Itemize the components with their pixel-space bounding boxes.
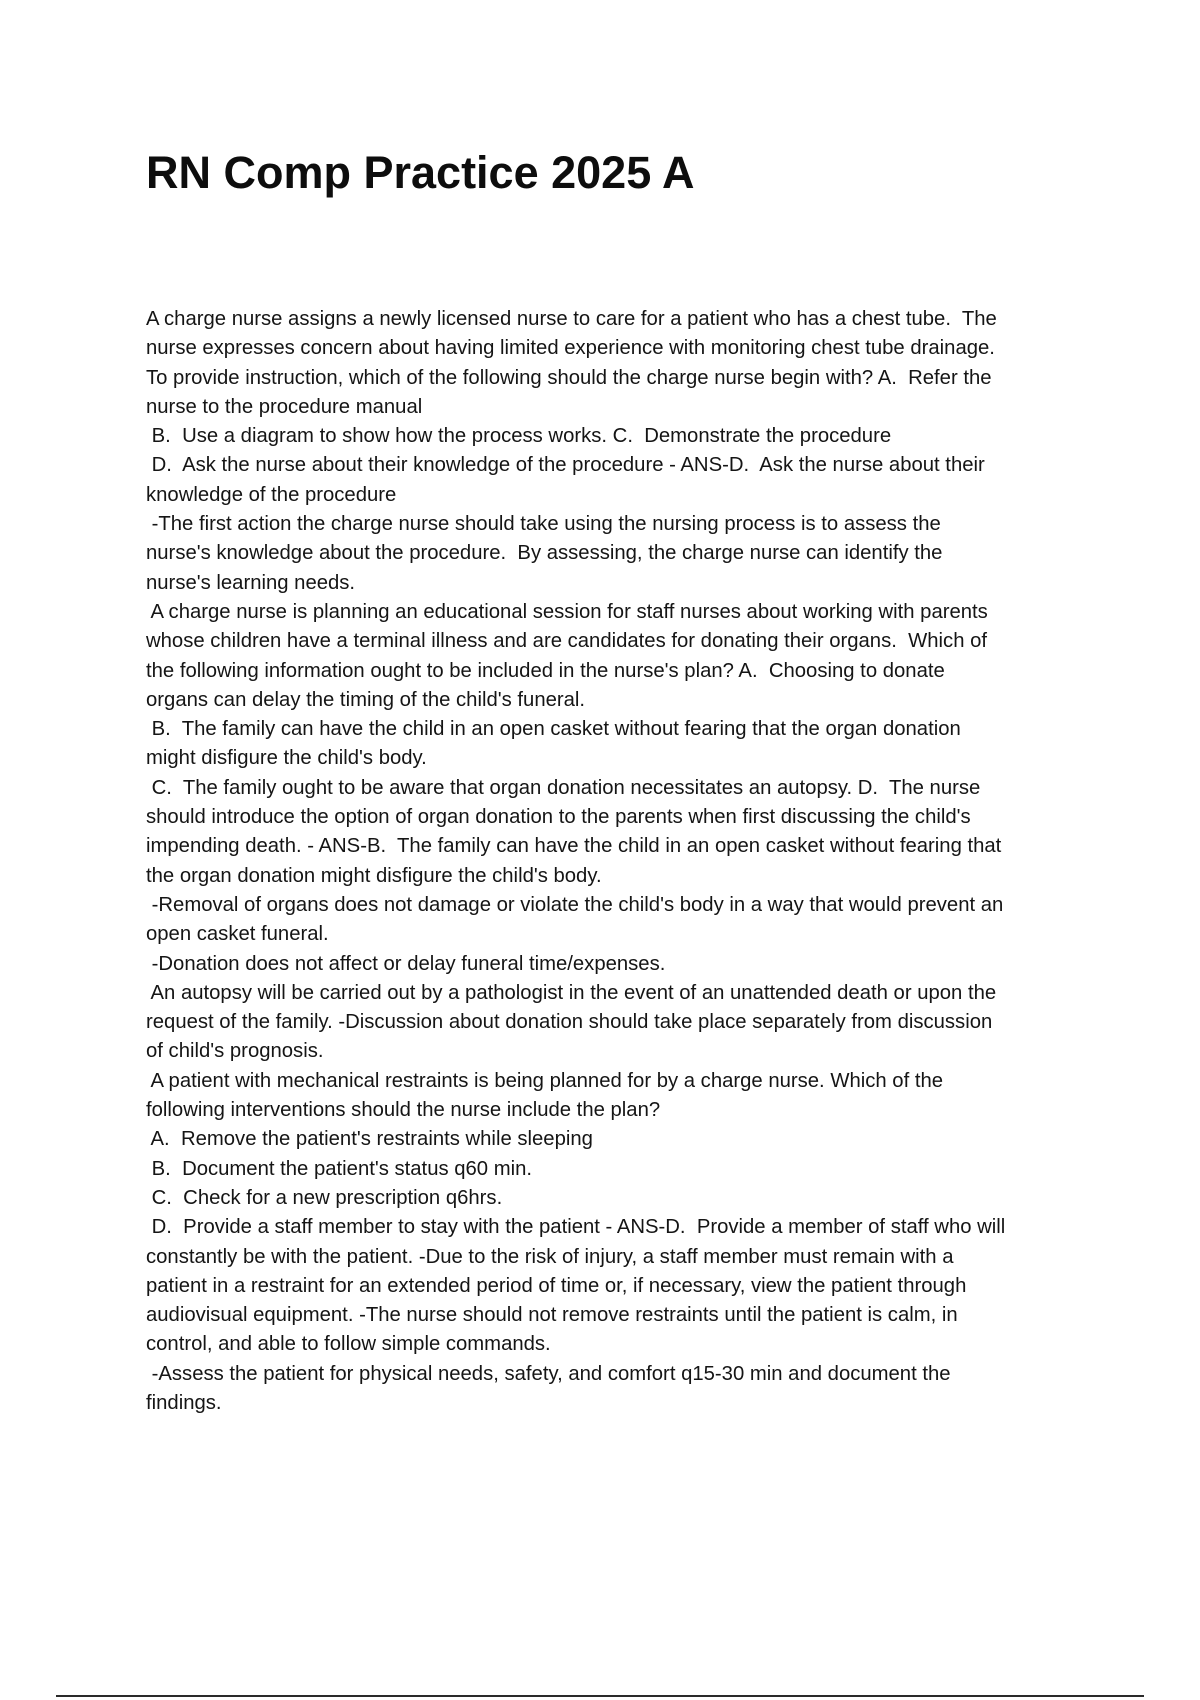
- text-line: should introduce the option of organ donation to the parents when first discussing the child's: [146, 806, 971, 829]
- text-line: open casket funeral.: [146, 923, 329, 946]
- text-line: following interventions should the nurse include the plan?: [146, 1099, 661, 1122]
- text-line: patient in a restraint for an extended period of time or, if necessary, view the patient through: [146, 1274, 967, 1297]
- page-divider: [56, 1695, 1144, 1697]
- text-line: nurse's learning needs.: [146, 571, 356, 594]
- text-line: request of the family. -Discussion about donation should take place separately from discussion: [146, 1011, 993, 1034]
- text-line: B. Document the patient's status q60 min.: [146, 1157, 533, 1180]
- text-line: nurse expresses concern about having limited experience with monitoring chest tube drainage.: [146, 337, 995, 360]
- text-line: -Donation does not affect or delay funeral time/expenses.: [146, 952, 666, 975]
- text-line: A patient with mechanical restraints is being planned for by a charge nurse. Which of the: [146, 1069, 944, 1092]
- text-line: C. Check for a new prescription q6hrs.: [146, 1186, 503, 1209]
- text-line: of child's prognosis.: [146, 1040, 324, 1063]
- text-line: nurse to the procedure manual: [146, 395, 423, 418]
- text-line: audiovisual equipment. -The nurse should not remove restraints until the patient is calm, in: [146, 1304, 958, 1327]
- text-line: D. Ask the nurse about their knowledge of the procedure - ANS-D. Ask the nurse about their: [146, 454, 985, 477]
- text-line: findings.: [146, 1391, 222, 1414]
- text-line: B. The family can have the child in an open casket without fearing that the organ donation: [146, 718, 961, 741]
- text-line: A charge nurse assigns a newly licensed nurse to care for a patient who has a chest tube. The: [146, 308, 997, 330]
- text-line: To provide instruction, which of the following should the charge nurse begin with? A. Refer the: [146, 366, 992, 389]
- text-line: C. The family ought to be aware that organ donation necessitates an autopsy. D. The nurse: [146, 776, 981, 799]
- text-line: An autopsy will be carried out by a pathologist in the event of an unattended death or upon the: [146, 981, 997, 1004]
- text-line: -Removal of organs does not damage or violate the child's body in a way that would prevent an: [146, 893, 1004, 916]
- text-line: nurse's knowledge about the procedure. By assessing, the charge nurse can identify the: [146, 542, 943, 565]
- page-title: RN Comp Practice 2025 A: [146, 147, 695, 198]
- document-body: [146, 305, 1096, 1418]
- text-line: control, and able to follow simple commands.: [146, 1333, 551, 1356]
- text-line: might disfigure the child's body.: [146, 747, 427, 770]
- text-line: A charge nurse is planning an educational session for staff nurses about working with parents: [146, 600, 988, 623]
- text-line: constantly be with the patient. -Due to the risk of injury, a staff member must remain with a: [146, 1245, 954, 1268]
- text-line: the organ donation might disfigure the child's body.: [146, 864, 602, 887]
- text-line: the following information ought to be included in the nurse's plan? A. Choosing to donate: [146, 659, 945, 682]
- text-line: knowledge of the procedure: [146, 483, 397, 506]
- text-line: organs can delay the timing of the child's funeral.: [146, 688, 586, 711]
- text-line: A. Remove the patient's restraints while sleeping: [146, 1128, 593, 1151]
- text-line: B. Use a diagram to show how the process works. C. Demonstrate the procedure: [146, 425, 892, 448]
- text-line: -The first action the charge nurse should take using the nursing process is to assess the: [146, 513, 941, 536]
- text-line: -Assess the patient for physical needs, safety, and comfort q15-30 min and document the: [146, 1362, 951, 1385]
- text-line: D. Provide a staff member to stay with the patient - ANS-D. Provide a member of staff who will: [146, 1216, 1006, 1239]
- text-line: whose children have a terminal illness and are candidates for donating their organs. Which of: [146, 630, 988, 653]
- text-line: impending death. - ANS-B. The family can have the child in an open casket without fearing that: [146, 835, 1002, 858]
